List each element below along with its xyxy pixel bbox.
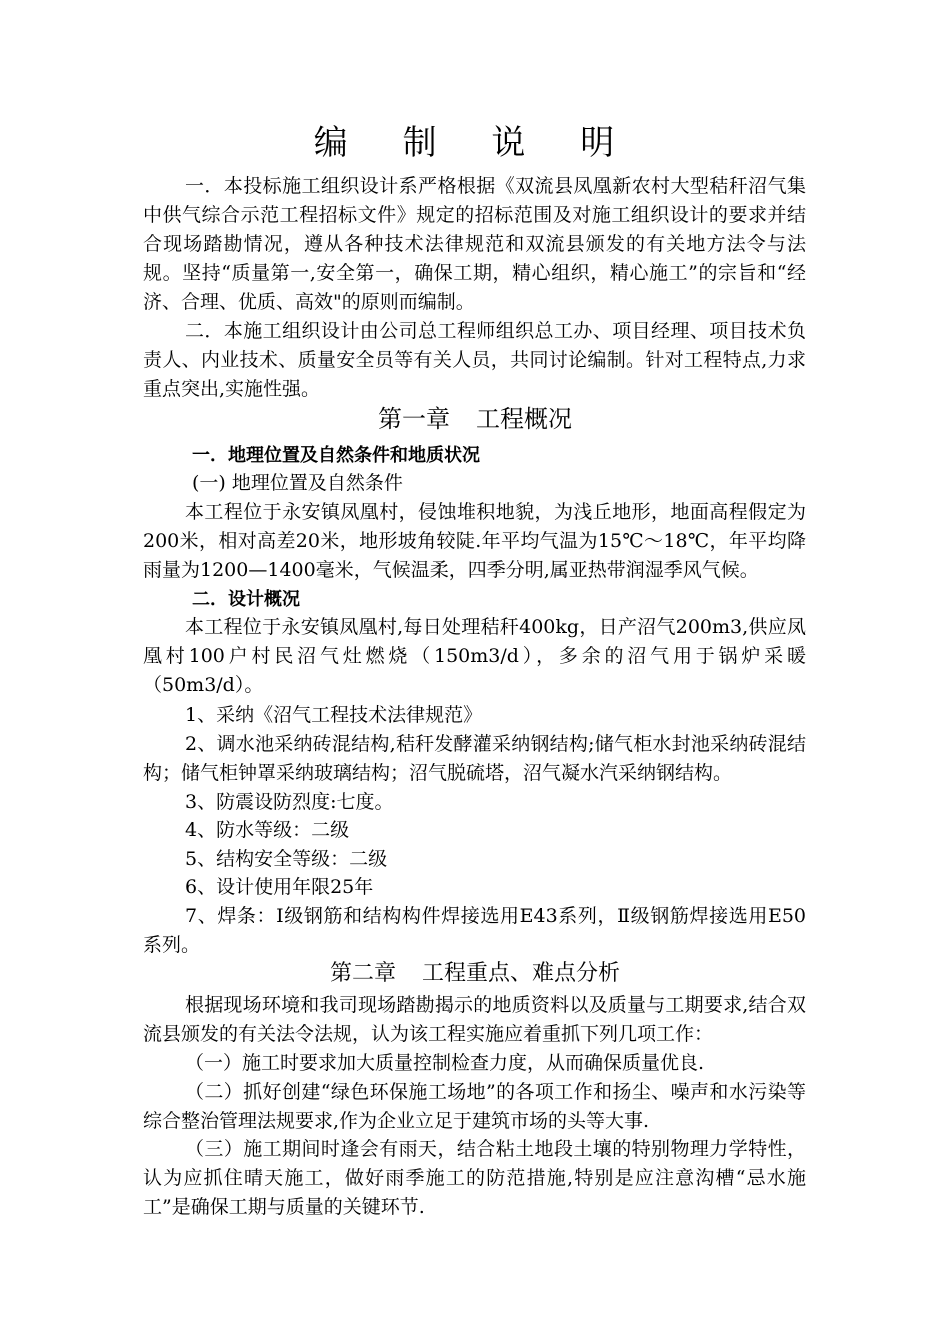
document-title: 编 制 说 明 xyxy=(313,123,637,163)
key-point-3: （三）施工期间时逢会有雨天，结合粘土地段土壤的特别物理力学特性，认为应抓住晴天施工，做好雨季施工的防范措施,特别是应注意沟槽“忌水施工”是确保工期与质量的关键环节. xyxy=(143,1138,806,1218)
chapter-1-heading xyxy=(0,402,950,436)
intro-paragraph-1: 一．本投标施工组织设计系严格根据《双流县凤凰新农村大型秸秆沼气集中供气综合示范工程招标文件》规定的招标范围及对施工组织设计的要求并结合现场踏勘情况，遵从各种技术法律规范和双流县颁发的有关地方法令与法规。坚持“质量第一,安全第一，确保工期，精心组织，精心施工”的宗旨和“经济、合理、优质、高效"的原则而编制。 xyxy=(143,175,806,313)
section-1-paragraph: 本工程位于永安镇凤凰村，侵蚀堆积地貌，为浅丘地形，地面高程假定为200米，相对高差20米，地形坡角较陡.年平均气温为15℃～18℃，年平均降雨量为1200—1400毫米，气候温柔，四季分明,属亚热带润湿季风气候。 xyxy=(143,501,806,581)
design-item-1: 1、采纳《沼气工程技术法律规范》 xyxy=(185,704,483,726)
section-2-paragraph: 本工程位于永安镇凤凰村,每日处理秸秆400kg，日产沼气200m3,供应凤凰村100户村民沼气灶燃烧（150m3/d），多余的沼气用于锅炉采暖（50m3/d）。 xyxy=(143,616,806,696)
chapter-2-intro: 根据现场环境和我司现场踏勘揭示的地质资料以及质量与工期要求,结合双流县颁发的有关法令法规，认为该工程实施应着重抓下列几项工作： xyxy=(143,994,806,1045)
chapter-2-heading xyxy=(0,957,950,991)
design-item-2: 2、调水池采纳砖混结构,秸秆发酵灌采纳钢结构;储气柜水封池采纳砖混结构；储气柜钟罩采纳玻璃结构；沼气脱硫塔，沼气凝水汽采纳钢结构。 xyxy=(143,733,806,784)
intro-paragraph-2: 二．本施工组织设计由公司总工程师组织总工办、项目经理、项目技术负责人、内业技术、质量安全员等有关人员，共同讨论编制。针对工程特点,力求重点突出,实施性强。 xyxy=(143,320,806,400)
section-1-subheading: (一) 地理位置及自然条件 xyxy=(192,472,403,494)
section-1-heading: 一．地理位置及自然条件和地质状况 xyxy=(192,445,480,466)
design-item-7: 7、焊条：Ⅰ级钢筋和结构构件焊接选用E43系列，Ⅱ级钢筋焊接选用E50系列。 xyxy=(143,905,806,956)
design-item-6: 6、设计使用年限25年 xyxy=(185,876,374,898)
section-2-heading: 二．设计概况 xyxy=(192,589,300,610)
chapter-2-number: 第二章 xyxy=(329,961,396,986)
chapter-1-number: 第一章 xyxy=(378,405,450,433)
chapter-2-name: 工程重点、难点分析 xyxy=(422,961,621,986)
key-point-2: （二）抓好创建“绿色环保施工场地”的各项工作和扬尘、噪声和水污染等综合整治管理法规要求,作为企业立足于建筑市场的头等大事. xyxy=(143,1081,806,1132)
chapter-1-name: 工程概况 xyxy=(476,405,572,433)
design-item-5: 5、结构安全等级：二级 xyxy=(185,848,388,870)
key-point-1: （一）施工时要求加大质量控制检查力度，从而确保质量优良. xyxy=(185,1052,705,1074)
design-item-4: 4、防水等级：二级 xyxy=(185,819,350,841)
design-item-3: 3、防震设防烈度:七度。 xyxy=(185,791,394,813)
